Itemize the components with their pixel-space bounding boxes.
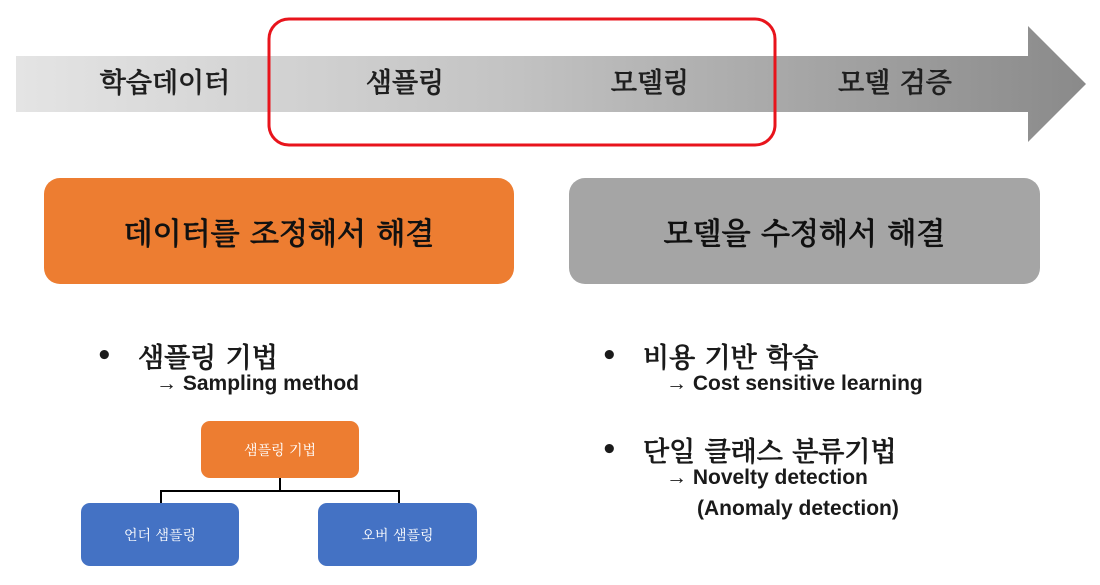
bullet-symbol: • xyxy=(601,434,618,465)
stage-training-data: 학습데이터 xyxy=(99,68,231,99)
bullet-sub-sampling-method: → Sampling method xyxy=(156,372,360,395)
bullet-sampling-method xyxy=(96,336,278,375)
bullet-label: 비용 기반 학습 xyxy=(643,343,819,374)
bullet-symbol: • xyxy=(96,340,113,371)
tree-node-over-sampling xyxy=(318,503,477,566)
tree-node-label: 언더 샘플링 xyxy=(123,527,197,544)
bullet-label: 샘플링 기법 xyxy=(138,343,278,374)
tree-node-sampling-method xyxy=(201,421,359,478)
stage-modeling: 모델링 xyxy=(610,68,690,99)
approach-title-data: 데이터를 조정해서 해결 xyxy=(123,217,435,252)
approach-box-model xyxy=(569,178,1040,284)
bullet-one-class xyxy=(601,430,897,469)
stage-sampling: 샘플링 xyxy=(365,68,445,99)
tree-connector-left xyxy=(160,490,162,504)
stage-model-validation: 모델 검증 xyxy=(838,68,952,99)
tree-connector-horizontal xyxy=(160,490,400,492)
approach-title-model: 모델을 수정해서 해결 xyxy=(663,217,946,252)
bullet-sub-cost-sensitive: → Cost sensitive learning xyxy=(666,372,923,395)
tree-node-under-sampling xyxy=(81,503,239,566)
bullet-label: 단일 클래스 분류기법 xyxy=(643,437,897,468)
bullet-cost-sensitive xyxy=(601,336,818,375)
bullet-sub-novelty: → Novelty detection xyxy=(666,466,868,489)
tree-node-label: 샘플링 기법 xyxy=(243,442,317,459)
approach-box-data xyxy=(44,178,514,284)
tree-node-label: 오버 샘플링 xyxy=(361,527,434,544)
tree-connector-right xyxy=(398,490,400,504)
bullet-sub-anomaly: (Anomaly detection) xyxy=(697,497,899,520)
bullet-symbol: • xyxy=(601,340,618,371)
